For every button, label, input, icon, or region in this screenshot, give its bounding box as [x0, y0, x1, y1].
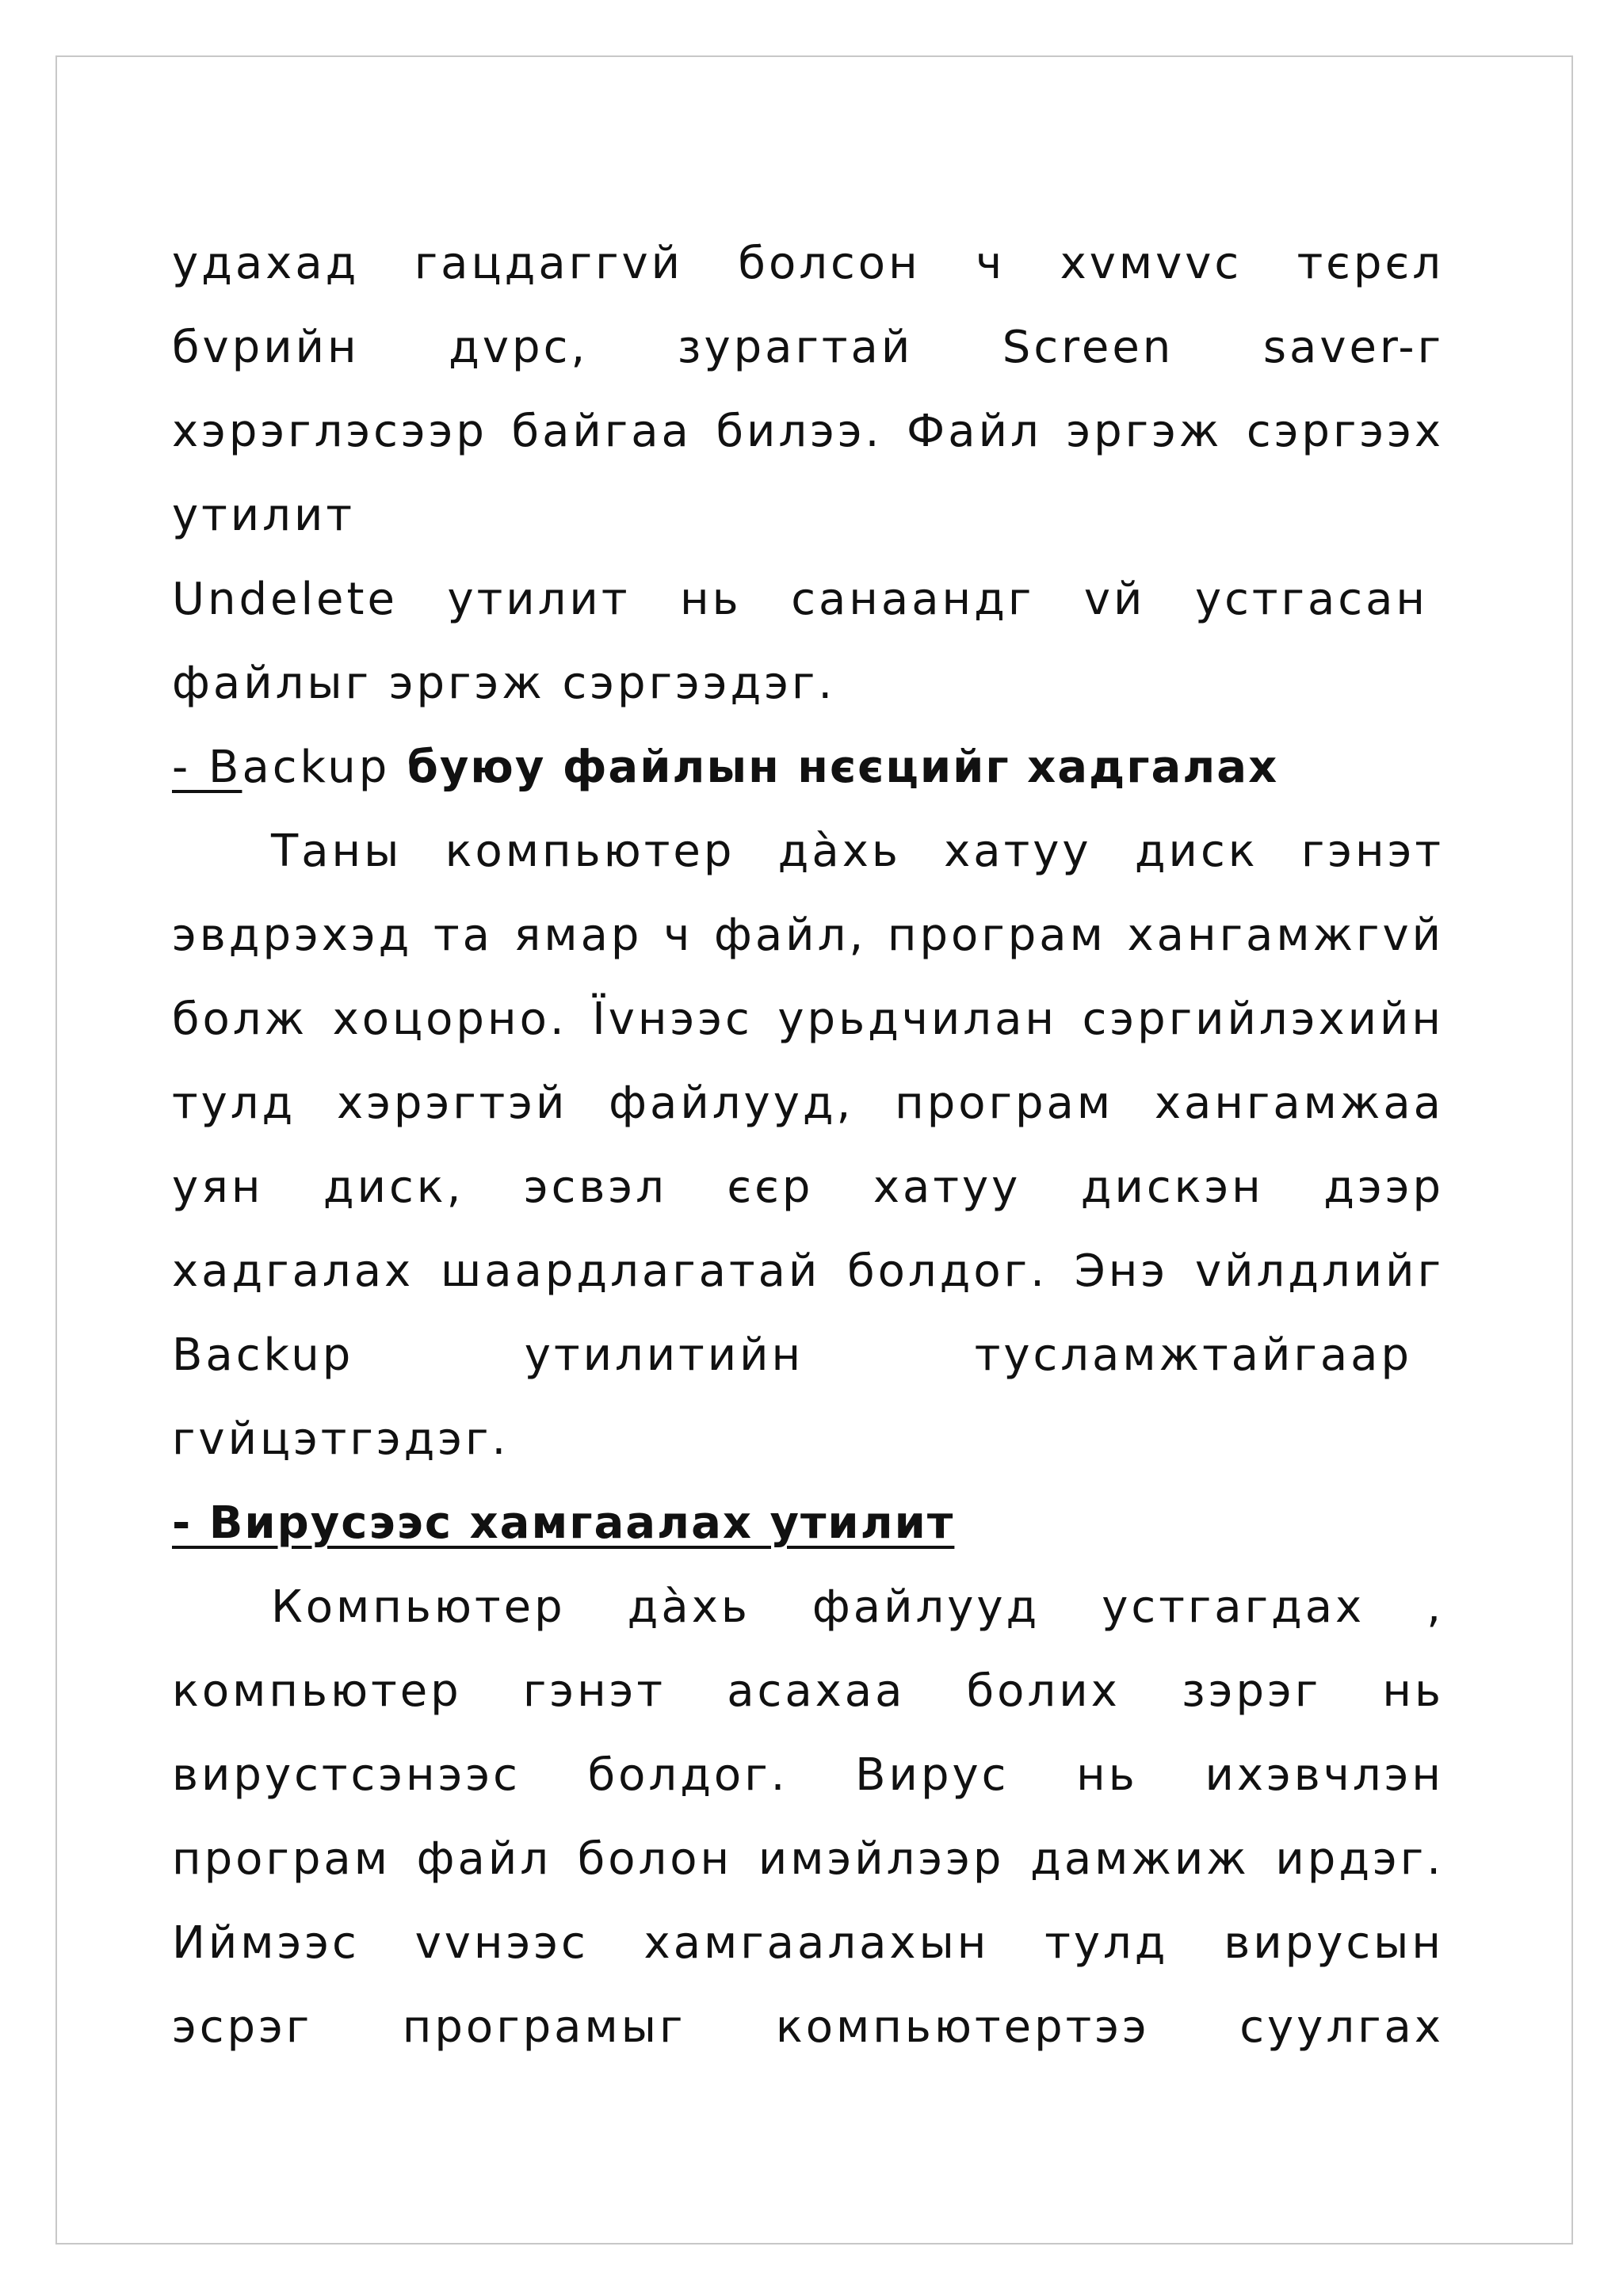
text-line: эвдрэхэд та ямар ч файл, програм хангамжгvй — [172, 910, 1444, 961]
text-line: тулд хэрэгтэй файлууд, програм хангамжаа — [172, 1077, 1444, 1129]
text-line: файлыг эргэж сэргээдэг. — [172, 658, 836, 709]
text-line: удахад гацдаггvй болсон ч хvмvvс тєрєл — [172, 238, 1444, 289]
text-line: компьютер гэнэт асахаа болих зэрэг нь — [172, 1665, 1444, 1717]
text-line: бvрийн дvрс, зурагтай Screen saver-г — [172, 322, 1444, 373]
text-line: утилит — [172, 490, 355, 541]
document-body — [172, 222, 1444, 2069]
text-line: хадгалах шаардлагатай болдог. Энэ vйлдлийг — [172, 1245, 1444, 1297]
text-line: эсрэг програмыг компьютертээ суулгах — [172, 2001, 1444, 2053]
text-line: Компьютер дàхь файлууд устгагдах , — [271, 1581, 1444, 1633]
text-line: програм файл болон имэйлээр дамжиж ирдэг. — [172, 1833, 1444, 1885]
heading-backup-word: ackup — [242, 742, 391, 793]
text-line: Undelete утилит нь санаандг vй устгасан — [172, 574, 1428, 625]
section-heading-antivirus — [172, 1482, 1444, 1566]
text-line: Таны компьютер дàхь хатуу диск гэнэт — [271, 826, 1444, 877]
section-heading-backup — [172, 726, 1444, 810]
text-line: Backup утилитийн тусламжтайгаар — [172, 1329, 1412, 1381]
text-line: вирустсэнээс болдог. Вирус нь ихэвчлэн — [172, 1749, 1444, 1801]
heading-backup-rest: буюу файлын нєєцийг хадгалах — [390, 742, 1279, 793]
text-line: хэрэглэсээр байгаа билээ. Файл эргэж сэргээх — [172, 406, 1444, 457]
heading-dash: - B — [172, 742, 242, 793]
text-line: болж хоцорно. Їvнээс урьдчилан сэргийлэхийн — [172, 994, 1444, 1045]
text-line: уян диск, эсвэл єєр хатуу дискэн дээр — [172, 1161, 1444, 1213]
heading-antivirus-text: - Вирусээс хамгаалах утилит — [172, 1497, 955, 1549]
text-line: Иймээс vvнээс хамгаалахын тулд вирусын — [172, 1917, 1444, 1969]
text-line: гvйцэтгэдэг. — [172, 1413, 510, 1465]
